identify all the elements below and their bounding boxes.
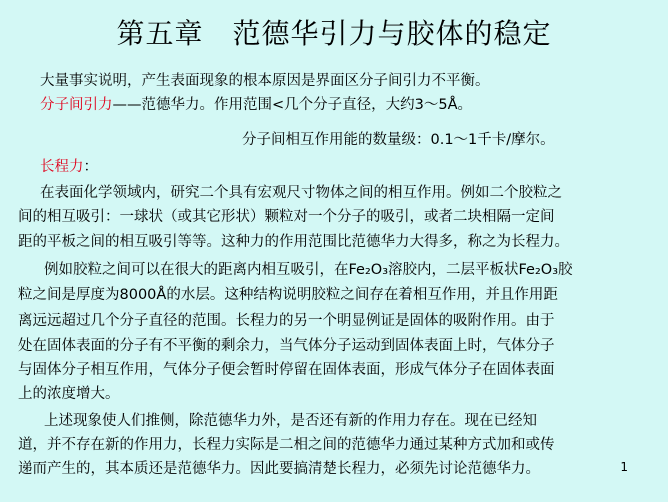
- highlight-term: 分子间引力: [40, 97, 113, 113]
- line-text: 间的相互吸引：一球状（或其它形状）颗粒对一个分子的吸引，或者二块相隔一定间: [18, 209, 555, 225]
- line-text: 例如胶粒之间可以在很大的距离内相互吸引，在Fe₂O₃溶胶内，二层平板状Fe₂O₃胶: [44, 262, 573, 278]
- text-line: [44, 259, 573, 281]
- text-line: [242, 129, 555, 151]
- text-line: [40, 182, 562, 204]
- text-line: [18, 383, 120, 405]
- line-text: 在表面化学领域内，研究二个具有宏观尺寸物体之间的相互作用。例如二个胶粒之: [40, 185, 562, 201]
- line-text: 递而产生的，其本质还是范德华力。因此要搞清楚长程力，必须先讨论范德华力。: [18, 461, 540, 477]
- line-text: 分子间相互作用能的数量级：0.1～1千卡/摩尔。: [242, 132, 555, 148]
- line-text: 上的浓度增大。: [18, 386, 120, 402]
- text-line: [18, 284, 558, 306]
- text-line: [18, 359, 555, 381]
- text-line: [40, 156, 98, 178]
- text-line: [40, 70, 490, 92]
- text-line: [18, 458, 540, 480]
- text-line: [18, 434, 555, 456]
- line-text: 粒之间是厚度为8000Å的水层。这种结构说明胶粒之间存在着相互作用，并且作用距: [18, 287, 558, 303]
- line-text: 与固体分子相互作用，气体分子便会暂时停留在固体表面，形成气体分子在固体表面: [18, 362, 555, 378]
- text-line: [18, 335, 555, 357]
- text-line: [18, 206, 555, 228]
- text-line: [44, 410, 537, 432]
- line-text: 大量事实说明，产生表面现象的根本原因是界面区分子间引力不平衡。: [40, 73, 490, 89]
- text-line: [18, 310, 555, 332]
- line-text: 距的平板之间的相互吸引等等。这种力的作用范围比范德华力大得多，称之为长程力。: [18, 234, 569, 250]
- highlight-term: 长程力: [40, 159, 84, 175]
- page-number: 1: [620, 460, 628, 474]
- line-text: 道，并不存在新的作用力，长程力实际是二相之间的范德华力通过某种方式加和或传: [18, 437, 555, 453]
- line-text: 处在固体表面的分子有不平衡的剩余力，当气体分子运动到固体表面上时，气体分子: [18, 338, 555, 354]
- line-text: ：: [83, 159, 98, 175]
- text-line: [18, 231, 569, 253]
- line-text: 上述现象使人们推侧，除范德华力外，是否还有新的作用力存在。现在已经知: [44, 413, 537, 429]
- slide-title: 第五章 范德华引力与胶体的稳定: [116, 17, 552, 50]
- line-text: 离远远超过几个分子直径的范围。长程力的另一个明显例证是固体的吸附作用。由于: [18, 313, 555, 329]
- line-text: ——范德华力。作用范围<几个分子直径，大约3～5Å。: [112, 97, 473, 113]
- text-line: [40, 94, 472, 116]
